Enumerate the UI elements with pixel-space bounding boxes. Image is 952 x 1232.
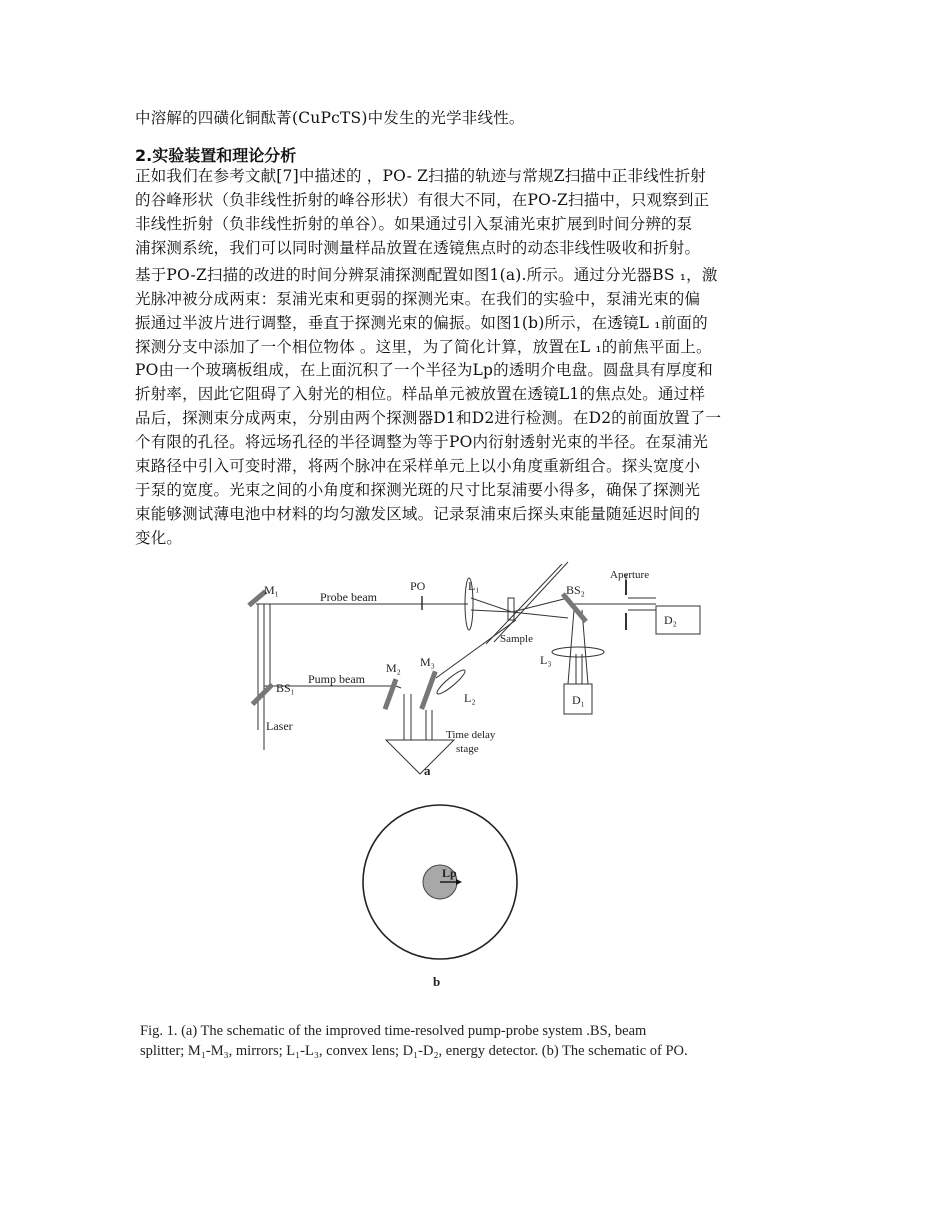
- time-delay-stage: [386, 740, 454, 774]
- body-line-4: 浦探测系统，我们可以同时测量样品放置在透镜焦点时的动态非线性吸收和折射。: [135, 239, 701, 257]
- body-line-11: 品后，探测束分成两束，分别由两个探测器D1和D2进行检测。在D2的前面放置了一: [135, 409, 722, 427]
- label-time-delay: Time delay: [446, 729, 496, 741]
- body-line-13: 束路径中引入可变时滞，将两个脉冲在采样单元上以小角度重新组合。探头宽度小: [135, 457, 701, 475]
- body-line-5: 基于PO-Z扫描的改进的时间分辨泵浦探测配置如图1(a).所示。通过分光器BS ₁，激: [135, 266, 718, 284]
- body-line-10: 折射率，因此它阻碍了入射光的相位。样品单元被放置在透镜L1的焦点处。通过样: [135, 385, 706, 403]
- body-line-8: 探测分支中添加了一个相位物体 。这里，为了简化计算，放置在L ₁的前焦平面上。: [135, 338, 712, 356]
- intro-line: 中溶解的四磺化铜酞菁(CuPcTS)中发生的光学非线性。: [135, 109, 525, 127]
- caption-line-2: splitter; M₁-M₃, mirrors; L₁-L₃, convex lens; D₁-D₂, energy detector. (b) The schematic of PO.: [140, 1043, 688, 1059]
- body-line-15: 束能够测试薄电池中材料的均匀激发区域。记录泵浦束后探头束能量随延迟时间的: [135, 505, 701, 523]
- body-line-3: 非线性折射（负非线性折射的单谷）。如果通过引入泵浦光束扩展到时间分辨的泵: [135, 215, 693, 233]
- label-laser: Laser: [266, 719, 293, 733]
- panel-label-b: b: [433, 974, 441, 989]
- body-line-16: 变化。: [135, 529, 183, 547]
- panel-label-a: a: [424, 763, 431, 778]
- body-line-9: PO由一个玻璃板组成，在上面沉积了一个半径为Lp的透明介电盘。圆盘具有厚度和: [135, 361, 713, 379]
- sample-cell: [508, 598, 514, 620]
- figure-a-schematic: [236, 560, 716, 785]
- label-bs2: BS₂: [566, 583, 585, 597]
- lens-l3: [552, 647, 604, 657]
- section-heading: 2.实验装置和理论分析: [135, 146, 297, 165]
- body-line-7: 振通过半波片进行调整，垂直于探测光束的偏振。如图1(b)所示，在透镜L ₁前面的: [135, 314, 708, 332]
- label-po: PO: [410, 579, 426, 593]
- label-m3: M₃: [420, 655, 435, 669]
- label-lp: Lp: [442, 866, 457, 880]
- figure-b-phase-object: [300, 795, 580, 1005]
- caption-line-1: Fig. 1. (a) The schematic of the improved time-resolved pump-probe system .BS, beam: [140, 1023, 647, 1039]
- label-l3: L₃: [540, 653, 552, 667]
- body-line-14: 于泵的宽度。光束之间的小角度和探测光斑的尺寸比泵浦要小得多，确保了探测光: [135, 481, 701, 499]
- label-l1: L₁: [468, 579, 480, 593]
- label-bs1: BS₁: [276, 681, 295, 695]
- beam-splitter-bs1: [251, 683, 274, 706]
- body-line-2: 的谷峰形状（负非线性折射的峰谷形状）有很大不同，在PO-Z扫描中，只观察到正: [135, 191, 710, 209]
- label-stage: stage: [456, 743, 479, 755]
- body-line-12: 个有限的孔径。将远场孔径的半径调整为等于PO内衍射透射光束的半径。在泵浦光: [135, 433, 709, 451]
- label-sample: Sample: [500, 633, 533, 645]
- label-d1: D₁: [572, 693, 585, 707]
- label-aperture: Aperture: [610, 569, 650, 581]
- label-probe-beam: Probe beam: [320, 590, 377, 604]
- mirror-m2: [383, 678, 399, 710]
- lens-l2: [435, 667, 468, 696]
- mirror-m3: [419, 671, 437, 710]
- detector-d2: [656, 606, 700, 634]
- body-line-1: 正如我们在参考文献[7]中描述的 ，PO- Z扫描的轨迹与常规Z扫描中正非线性折射: [135, 167, 706, 185]
- label-l2: L₂: [464, 691, 476, 705]
- label-m1: M₁: [264, 583, 279, 597]
- label-m2: M₂: [386, 661, 401, 675]
- body-line-6: 光脉冲被分成两束：泵浦光束和更弱的探测光束。在我们的实验中，泵浦光束的偏: [135, 290, 701, 308]
- figure-caption: [140, 1021, 688, 1061]
- label-pump-beam: Pump beam: [308, 672, 365, 686]
- label-d2: D₂: [664, 613, 677, 627]
